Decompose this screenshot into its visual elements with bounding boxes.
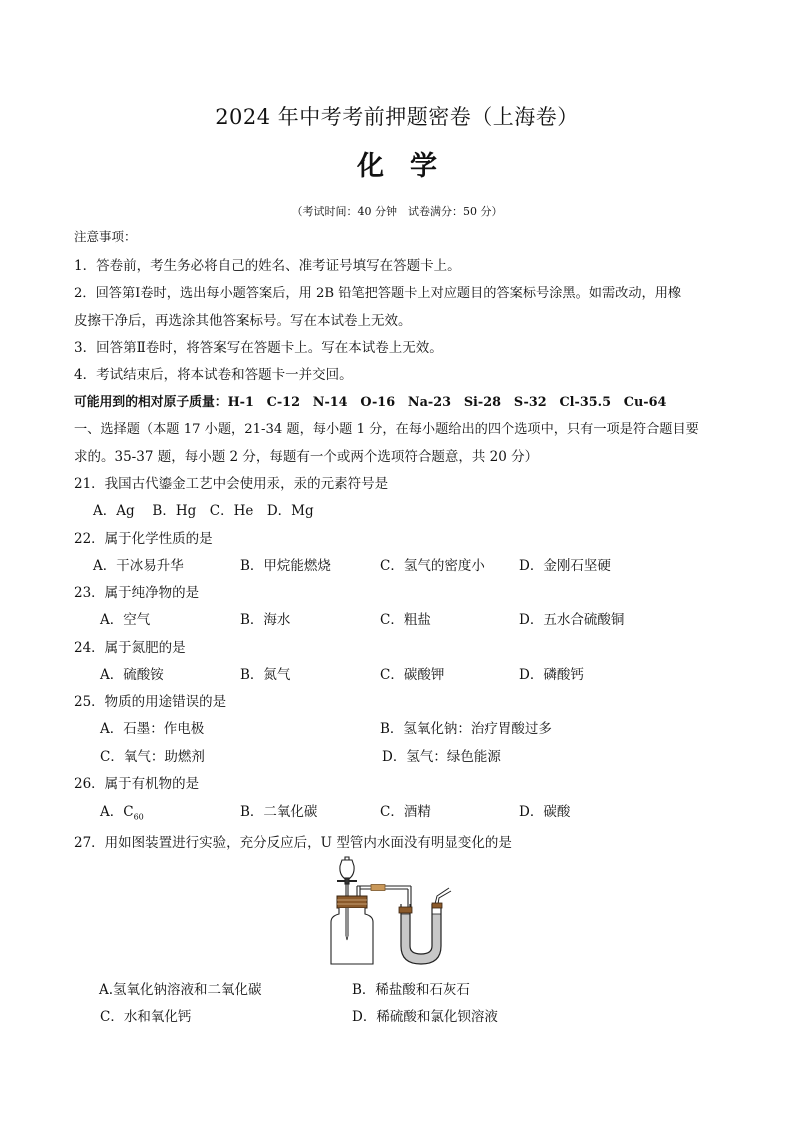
- subject-char-2: 学: [410, 151, 437, 182]
- question-26-option-a-label: A．C: [100, 804, 134, 820]
- question-26-option-a: [100, 800, 144, 822]
- question-22-stem: 22．属于化学性质的是: [74, 531, 213, 547]
- question-21-stem: 21．我国古代鎏金工艺中会使用汞，汞的元素符号是: [74, 476, 389, 492]
- question-26-option-a-subscript: 60: [133, 812, 144, 822]
- question-23-option-b: B．海水: [240, 612, 291, 628]
- question-25-option-a: A．石墨：作电极: [100, 721, 205, 737]
- question-24-option-b: B．氮气: [240, 667, 291, 683]
- question-23-option-a: A．空气: [100, 612, 151, 628]
- question-24-option-d: D．磷酸钙: [519, 667, 584, 683]
- exam-title: 2024 年中考考前押题密卷（上海卷）: [215, 105, 579, 129]
- question-22-option-d: D．金刚石坚硬: [519, 558, 611, 574]
- question-24-option-c: C．碳酸钾: [380, 667, 445, 683]
- section-instruction-line-1: 一、选择题（本题 17 小题，21-34 题，每小题 1 分，在每小题给出的四个选项中，只有一项是符合题目要: [74, 422, 699, 437]
- question-23-option-d: D．五水合硫酸铜: [519, 612, 625, 628]
- question-26-option-d: D．碳酸: [519, 804, 571, 820]
- note-4: 4．考试结束后，将本试卷和答题卡一并交回。: [74, 367, 353, 383]
- exam-info: （考试时间：40 分钟 试卷满分：50 分）: [291, 205, 503, 218]
- section-instruction-line-2: 求的。35-37 题，每小题 2 分，每题有一个或两个选项符合题意，共 20 分）: [74, 449, 539, 465]
- question-27-option-c: C．水和氧化钙: [100, 1009, 192, 1025]
- question-27-option-a: A.氢氧化钠溶液和二氧化碳: [99, 982, 262, 998]
- question-25-option-d: D．氢气：绿色能源: [382, 749, 501, 765]
- question-22-option-a: A．干冰易升华: [93, 558, 184, 574]
- question-24-option-a: A．硫酸铵: [100, 667, 164, 683]
- question-27-stem: 27．用如图装置进行实验，充分反应后，U 型管内水面没有明显变化的是: [74, 835, 512, 851]
- question-25-option-c: C．氧气：助燃剂: [100, 749, 205, 765]
- apparatus-diagram: [325, 856, 475, 968]
- u-tube: [399, 888, 451, 964]
- question-25-option-b: B．氢氧化钠：治疗胃酸过多: [380, 721, 552, 737]
- question-21-options: A．Ag B．Hg C．He D．Mg: [93, 503, 314, 519]
- question-23-stem: 23．属于纯净物的是: [74, 585, 200, 601]
- question-24-stem: 24．属于氮肥的是: [74, 640, 186, 656]
- question-26-option-b: B．二氧化碳: [240, 804, 318, 820]
- note-2-line-1: 2．回答第Ⅰ卷时，选出每小题答案后，用 2B 铅笔把答题卡上对应题目的答案标号涂黑。如需改动，用橡: [74, 286, 682, 301]
- separatory-funnel: [337, 857, 357, 900]
- question-22-option-b: B．甲烷能燃烧: [240, 558, 331, 574]
- rubber-stopper: [337, 896, 367, 908]
- question-27-option-b: B．稀盐酸和石灰石: [352, 982, 470, 998]
- question-23-option-c: C．粗盐: [380, 612, 431, 628]
- notes-heading: 注意事项：: [74, 229, 137, 244]
- atomic-masses: 可能用到的相对原子质量：H-1 C-12 N-14 O-16 Na-23 Si-28 S-32 Cl-35.5 Cu-64: [74, 395, 667, 410]
- question-27-option-d: D．稀硫酸和氯化钡溶液: [352, 1009, 498, 1025]
- subject-char-1: 化: [357, 151, 384, 182]
- note-1: 1．答卷前，考生务必将自己的姓名、准考证号填写在答题卡上。: [74, 258, 461, 274]
- question-25-stem: 25．物质的用途错误的是: [74, 694, 227, 710]
- note-2-line-2: 皮擦干净后，再选涂其他答案标号。写在本试卷上无效。: [74, 313, 412, 329]
- question-26-stem: 26．属于有机物的是: [74, 776, 200, 792]
- wide-mouth-bottle: [331, 908, 373, 964]
- question-22-option-c: C．氢气的密度小: [380, 558, 485, 574]
- note-3: 3．回答第Ⅱ卷时，将答案写在答题卡上。写在本试卷上无效。: [74, 340, 443, 356]
- question-26-option-c: C．酒精: [380, 804, 431, 820]
